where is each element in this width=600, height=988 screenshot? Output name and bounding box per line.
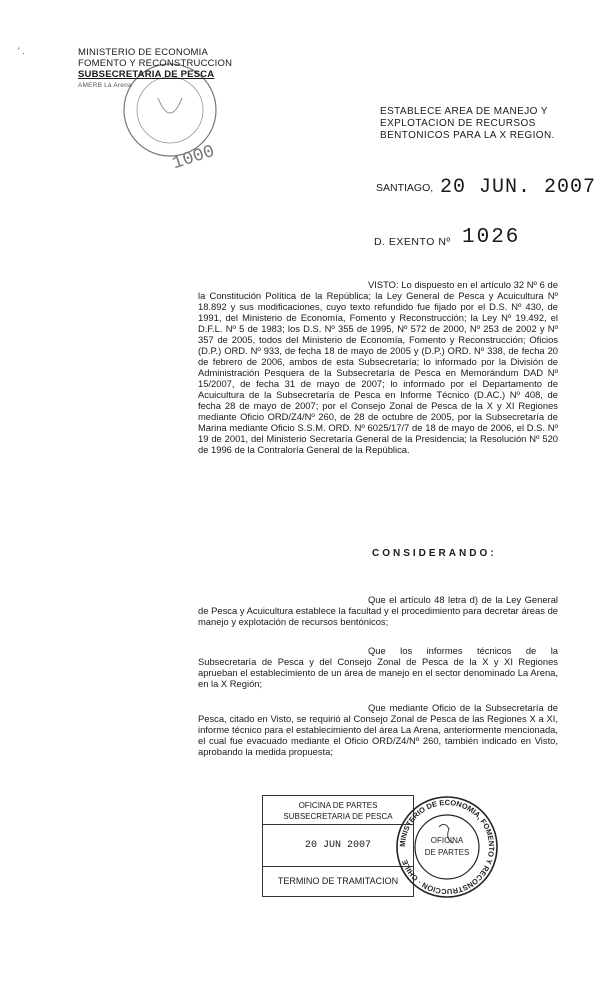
ministry-header: [78, 47, 232, 91]
seal-center-2: DE PARTES: [424, 848, 470, 857]
considerando-1: Que el artículo 48 letra d) de la Ley General de Pesca y Acuicultura establece la facultad y el procedimiento para decretar áreas de manejo y explotación de recursos bentónicos;: [198, 594, 558, 627]
stamp-divider: [263, 824, 413, 825]
stamp-footer: TERMINO DE TRAMITACION: [277, 876, 399, 886]
header-line-2: FOMENTO Y RECONSTRUCCION: [78, 58, 233, 69]
decree-number: 1026: [462, 226, 521, 249]
stamp-date: 20 JUN 2007: [304, 840, 371, 851]
decree-title: [380, 106, 570, 142]
seal-ring-text: MINISTERIO DE ECONOMIA, FOMENTO Y RECONSTRUCCION · CHILE: [397, 797, 497, 897]
title-line-2: EXPLOTACION DE RECURSOS: [380, 118, 536, 129]
header-line-1: MINISTERIO DE ECONOMIA: [78, 47, 209, 58]
office-stamp-box: [262, 795, 414, 897]
office-seal-icon: [393, 793, 501, 901]
title-line-3: BENTONICOS PARA LA X REGION.: [380, 130, 555, 141]
header-line-3: SUBSECRETARIA DE PESCA: [78, 69, 215, 80]
considerando-2: Que los informes técnicos de la Subsecretaría de Pesca y del Consejo Zonal de Pesca de la X y XI Regiones aprueban el establecimiento de un área de manejo en el sector denominado La Arena, en la X Región;: [198, 645, 558, 689]
considerando-3: Que mediante Oficio de la Subsecretaría de Pesca, citado en Visto, se requirió al Consejo Zonal de Pesca de las Regiones X a XI, informe técnico para el establecimiento del área La Arena, anteriormente mencionada, el cual fue evacuado mediante el Oficio ORD/Z4/Nº 260, también indicado en Visto, aprobando la medida propuesta;: [198, 702, 558, 757]
stamp-line-1: OFICINA DE PARTES: [298, 801, 378, 810]
stamp-divider-2: [263, 866, 413, 867]
title-line-1: ESTABLECE AREA DE MANEJO Y: [380, 106, 548, 117]
visto-paragraph: VISTO: Lo dispuesto en el artículo 32 Nº 6 de la Constitución Política de la República; la Ley General de Pesca y Acuicultura Nº 18.892 y sus modificaciones, cuyo texto refundido fue fijado por el D.S. Nº 430, de 1991, del Ministerio de Economía, Fomento y Reconstrucción; la Ley Nº 19.492, el D.F.L. Nº 5 de 1983; los D.S. Nº 355 de 1995, Nº 572 de 2000, Nº 253 de 2002 y Nº 357 de 2005, todos del Ministerio de Economía, Fomento y Reconstrucción; Oficios (D.P.) ORD. Nº 933, de fecha 18 de mayo de 2005 y (D.P.) ORD. Nº 338, de fecha 20 de febrero de 2006, ambos de esta Subsecretaría; lo informado por la División de Administración Pesquera de la Subsecretaría de Pesca en Memorándum DAD Nº 15/2007, de fecha 31 de mayo de 2007; lo informado por el Departamento de Acuicultura de la Subsecretaría de Pesca en Informe Técnico (D.AC.) Nº 408, de fecha 28 de mayo de 2007; por el Consejo Zonal de Pesca de la X y XI Regiones mediante Oficio ORD/Z4/Nº 260, de 28 de octubre de 2005, por la Subsecretaría de Marina mediante Oficio S.S.M. ORD. Nº 6025/17/7 de 18 de mayo de 2006, el D.S. Nº 19 de 2001, del Ministerio Secretaría General de la Presidencia; la Resolución Nº 520 de 1996 de la Contraloría General de la República.: [198, 279, 558, 455]
considerando-heading: CONSIDERANDO:: [372, 548, 497, 559]
header-line-4: AMERB La Arena: [78, 82, 132, 89]
place: SANTIAGO,: [376, 182, 434, 194]
margin-mark: ' .: [18, 46, 25, 56]
handwritten-margin-number: 1000: [169, 141, 218, 175]
seal-center-1: OFICINA: [430, 836, 464, 845]
stamp-line-2: SUBSECRETARIA DE PESCA: [283, 812, 393, 821]
decree-label: D. EXENTO Nº: [374, 236, 451, 248]
decree-date: 20 JUN. 2007: [440, 176, 597, 199]
